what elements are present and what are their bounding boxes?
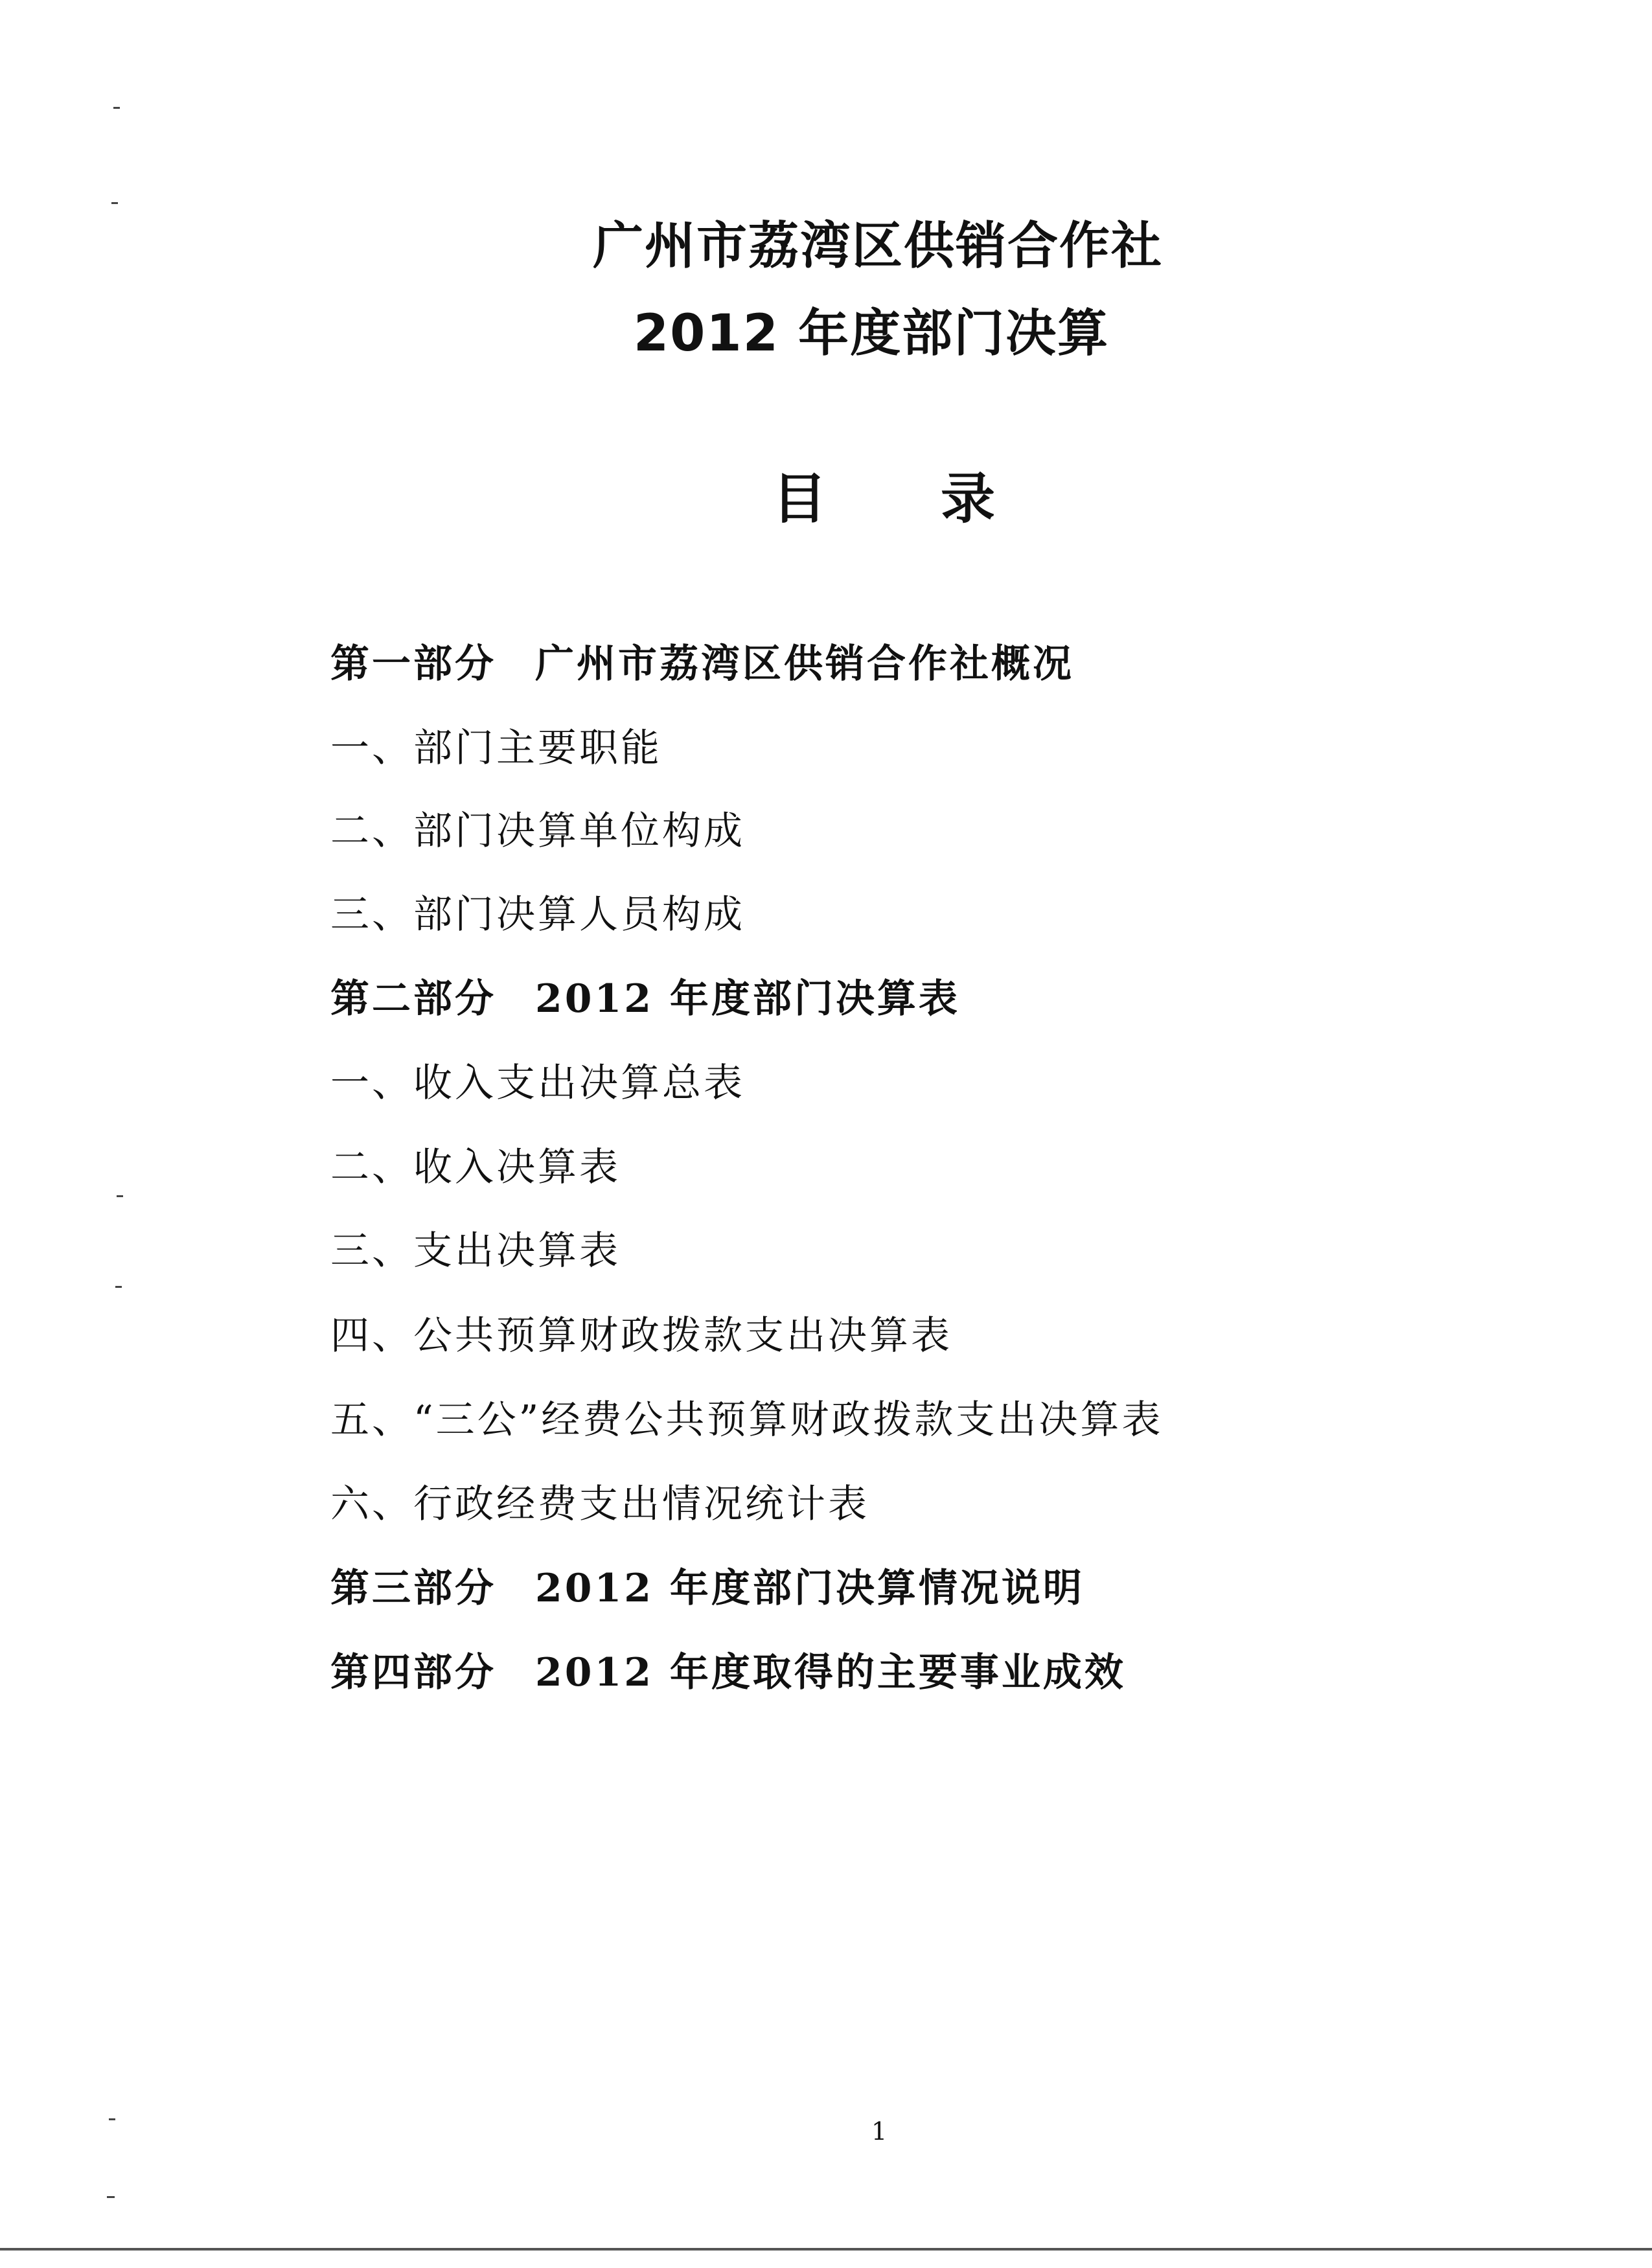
toc-part-title: 2012 年度部门决算情况说明 [535, 1566, 1084, 1611]
toc-item: 一、部门主要职能 [330, 726, 662, 771]
toc-item: 一、收入支出决算总表 [330, 1060, 745, 1106]
toc-item: 二、部门决算单位构成 [330, 808, 745, 854]
toc-part-3 [330, 1563, 1084, 1614]
document-title: 广州市荔湾区供销合作社 [592, 217, 1163, 275]
toc-part-title: 2012 年度取得的主要事业成效 [535, 1650, 1126, 1695]
scan-speck [113, 107, 120, 109]
toc-item: 三、支出决算表 [330, 1228, 621, 1274]
scan-speck [107, 2196, 115, 2198]
toc-heading-char: 目 [772, 467, 827, 531]
toc-item: 五、“三公”经费公共预算财政拨款支出决算表 [330, 1397, 1164, 1443]
toc-item: 二、收入决算表 [330, 1145, 621, 1190]
scan-speck [111, 202, 118, 204]
scan-edge-line [0, 2248, 1652, 2251]
toc-item: 六、行政经费支出情况统计表 [330, 1482, 869, 1527]
toc-part-2 [330, 973, 960, 1025]
toc-part-number: 第四部分 [330, 1650, 496, 1695]
scan-speck [117, 1195, 123, 1197]
toc-part-number: 第三部分 [330, 1566, 496, 1611]
page-number: 1 [871, 2117, 888, 2146]
toc-heading-char: 录 [941, 467, 996, 531]
toc-item: 三、部门决算人员构成 [330, 892, 745, 937]
toc-part-title: 2012 年度部门决算表 [535, 976, 960, 1022]
toc-part-4 [330, 1647, 1126, 1699]
document-subtitle: 2012 年度部门决算 [633, 304, 1110, 363]
toc-part-number: 第二部分 [330, 976, 496, 1022]
toc-item: 四、公共预算财政拨款支出决算表 [330, 1313, 952, 1358]
toc-part-1 [330, 638, 1074, 690]
toc-part-number: 第一部分 [330, 641, 496, 687]
scan-speck [115, 1286, 122, 1288]
scan-speck [109, 2118, 115, 2120]
toc-part-title: 广州市荔湾区供销合作社概况 [535, 641, 1074, 687]
